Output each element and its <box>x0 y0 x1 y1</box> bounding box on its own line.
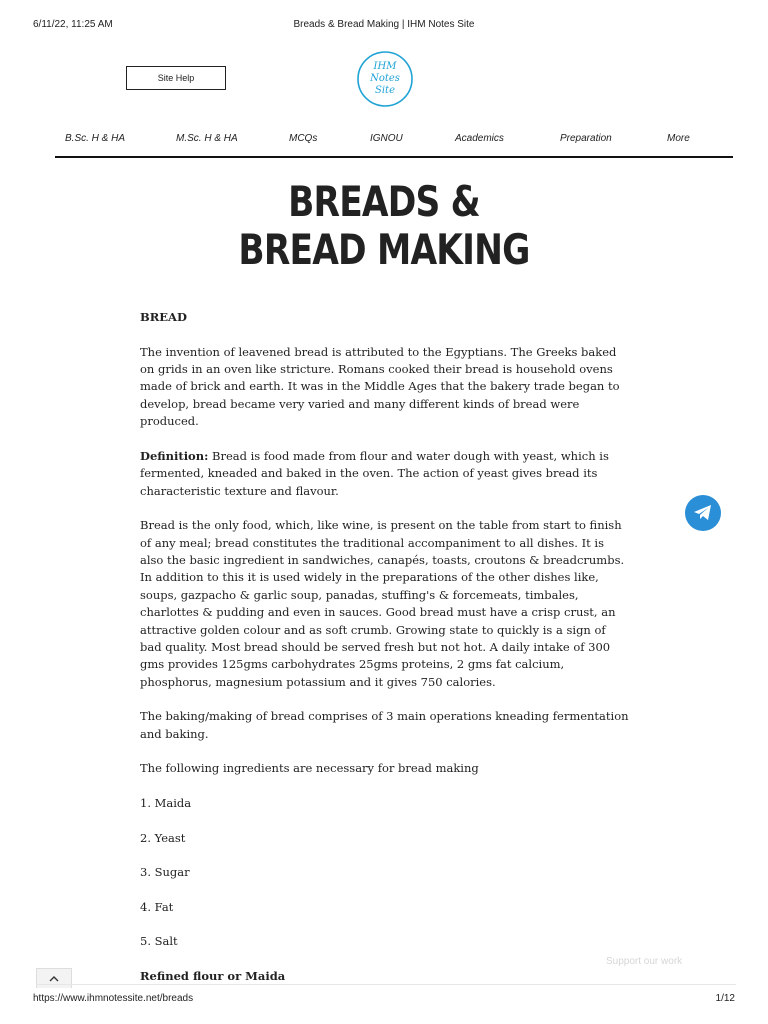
nav-item-more[interactable]: More <box>667 133 690 144</box>
definition-label: Definition: <box>140 448 209 463</box>
page-title <box>69 178 699 274</box>
print-datetime: 6/11/22, 11:25 AM <box>33 19 113 30</box>
nav-item-msc[interactable]: M.Sc. H & HA <box>176 133 238 144</box>
definition-text: Bread is food made from flour and water dough with yeast, which is fermented, kneaded and baked in the oven. The action of yeast gives bread its characteristic texture and flavour. <box>140 448 609 498</box>
nav-item-preparation[interactable]: Preparation <box>560 133 612 144</box>
nav-item-bsc[interactable]: B.Sc. H & HA <box>65 133 126 144</box>
logo-text-line: Site <box>375 85 395 96</box>
site-logo[interactable] <box>356 50 414 108</box>
definition-paragraph <box>140 448 630 500</box>
telegram-icon <box>693 504 713 522</box>
logo-text-line: IHM <box>373 61 397 72</box>
print-header <box>0 0 768 50</box>
scroll-top-button[interactable] <box>36 968 72 988</box>
site-help-button[interactable]: Site Help <box>126 66 226 90</box>
print-page-title: Breads & Bread Making | IHM Notes Site <box>293 19 475 30</box>
main-nav <box>55 124 733 158</box>
support-link[interactable]: Support our work <box>606 956 683 967</box>
article-body <box>140 309 630 1003</box>
print-footer <box>0 990 768 1010</box>
telegram-button[interactable] <box>685 495 721 531</box>
list-item: 2. Yeast <box>140 830 186 845</box>
list-item: 5. Salt <box>140 934 178 949</box>
paragraph: Bread is the only food, which, like wine, is present on the table from start to finish of any meal; bread constitutes the traditional accompaniment to all dishes. It is also the basic ingredient in sandwiches, canapés, toasts, croutons & breadcrumbs. In addition to this it is used widely in the preparations of the other dishes like, soups, gazpacho & garlic soup, panadas, stuffing's & forcemeats, timbales, charlottes & pudding and even in sauces. Good bread must have a crisp crust, an attractive golden colour and as soft crumb. Growing state to quickly is a sign of bad quality. Most bread should be served fresh but not hot. A daily intake of 300 gms provides 125gms carbohydrates 25gms proteins, 2 gms fat calcium, phosphorus, magnesium potassium and it gives 750 calories. <box>140 518 625 689</box>
paragraph: The following ingredients are necessary for bread making <box>140 761 479 776</box>
logo-text-line: Notes <box>370 73 400 84</box>
section-heading: BREAD <box>140 310 187 324</box>
divider <box>36 984 736 985</box>
page-title-line: BREADS & <box>288 177 480 226</box>
subheading: Refined flour or Maida <box>140 969 286 984</box>
nav-item-ignou[interactable]: IGNOU <box>370 133 403 144</box>
print-page-number: 1/12 <box>715 993 735 1004</box>
logo-graphic <box>356 50 414 108</box>
paragraph: The invention of leavened bread is attributed to the Egyptians. The Greeks baked on grids in an oven like stricture. Romans cooked their bread is household ovens made of brick and earth. It was in the Middle Ages that the bakery trade began to develop, bread became very varied and many different kinds of bread were produced. <box>140 344 620 429</box>
chevron-up-icon <box>49 975 59 982</box>
nav-item-mcqs[interactable]: MCQs <box>289 133 318 144</box>
paragraph: The baking/making of bread comprises of 3 main operations kneading fermentation and baking. <box>140 709 629 741</box>
list-item: 4. Fat <box>140 899 174 914</box>
list-item: 3. Sugar <box>140 865 190 880</box>
nav-item-academics[interactable]: Academics <box>455 133 504 144</box>
page-title-line: BREAD MAKING <box>238 225 530 274</box>
list-item: 1. Maida <box>140 796 192 811</box>
print-url: https://www.ihmnotessite.net/breads <box>33 993 194 1004</box>
